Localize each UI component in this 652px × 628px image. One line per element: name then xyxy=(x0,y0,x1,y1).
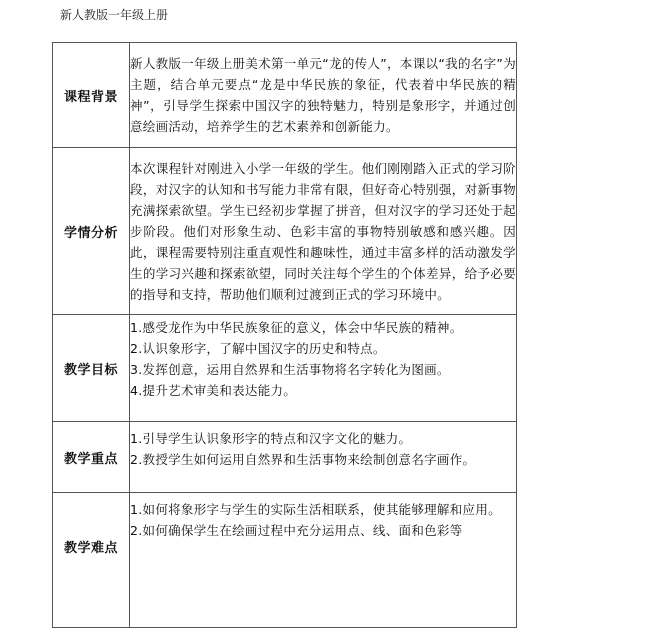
row-label-goals: 教学目标 xyxy=(53,315,130,422)
goal-item-2: 2.认识象形字，了解中国汉字的历史和特点。 xyxy=(130,341,386,356)
goal-item-1: 1.感受龙作为中华民族象征的意义，体会中华民族的精神。 xyxy=(130,320,463,335)
row-label-analysis: 学情分析 xyxy=(53,148,130,315)
table-row-analysis xyxy=(53,148,517,315)
lesson-plan-table xyxy=(52,42,517,628)
difficulty-item-1: 1.如何将象形字与学生的实际生活相联系，使其能够理解和应用。 xyxy=(130,502,501,517)
row-content-analysis: 本次课程针对刚进入小学一年级的学生。他们刚刚踏入正式的学习阶段，对汉字的认知和书写能力非常有限，但好奇心特别强，对新事物充满探索欲望。学生已经初步掌握了拼音，但对汉字的学习还处于起步阶段。他们对形象生动、色彩丰富的事物特别敏感和感兴趣。因此，课程需要特别注重直观性和趣味性，通过丰富多样的活动激发学生的学习兴趣和探索欲望，同时关注每个学生的个体差异，给予必要的指导和支持，帮助他们顺利过渡到正式的学习环境中。 xyxy=(130,148,517,315)
difficulty-item-2: 2.如何确保学生在绘画过程中充分运用点、线、面和色彩等 xyxy=(130,523,463,538)
row-label-key-points: 教学重点 xyxy=(53,422,130,493)
table-row-background xyxy=(53,43,517,148)
goal-item-3: 3.发挥创意，运用自然界和生活事物将名字转化为图画。 xyxy=(130,362,450,377)
row-label-difficulties: 教学难点 xyxy=(53,493,130,628)
table-row-goals xyxy=(53,315,517,422)
row-content-difficulties xyxy=(130,493,517,628)
key-point-item-1: 1.引导学生认识象形字的特点和汉字文化的魅力。 xyxy=(130,431,412,446)
row-content-background: 新人教版一年级上册美术第一单元“龙的传人”，本课以“我的名字”为主题，结合单元要点“龙是中华民族的象征，代表着中华民族的精神”，引导学生探索中国汉字的独特魅力，特别是象形字，并通过创意绘画活动，培养学生的艺术素养和创新能力。 xyxy=(130,43,517,148)
table-row-difficulties xyxy=(53,493,517,628)
document-header: 新人教版一年级上册 xyxy=(60,8,169,22)
row-content-key-points xyxy=(130,422,517,493)
row-content-goals xyxy=(130,315,517,422)
key-point-item-2: 2.教授学生如何运用自然界和生活事物来绘制创意名字画作。 xyxy=(130,452,476,467)
table-row-key-points xyxy=(53,422,517,493)
goal-item-4: 4.提升艺术审美和表达能力。 xyxy=(130,383,297,398)
row-label-background: 课程背景 xyxy=(53,43,130,148)
